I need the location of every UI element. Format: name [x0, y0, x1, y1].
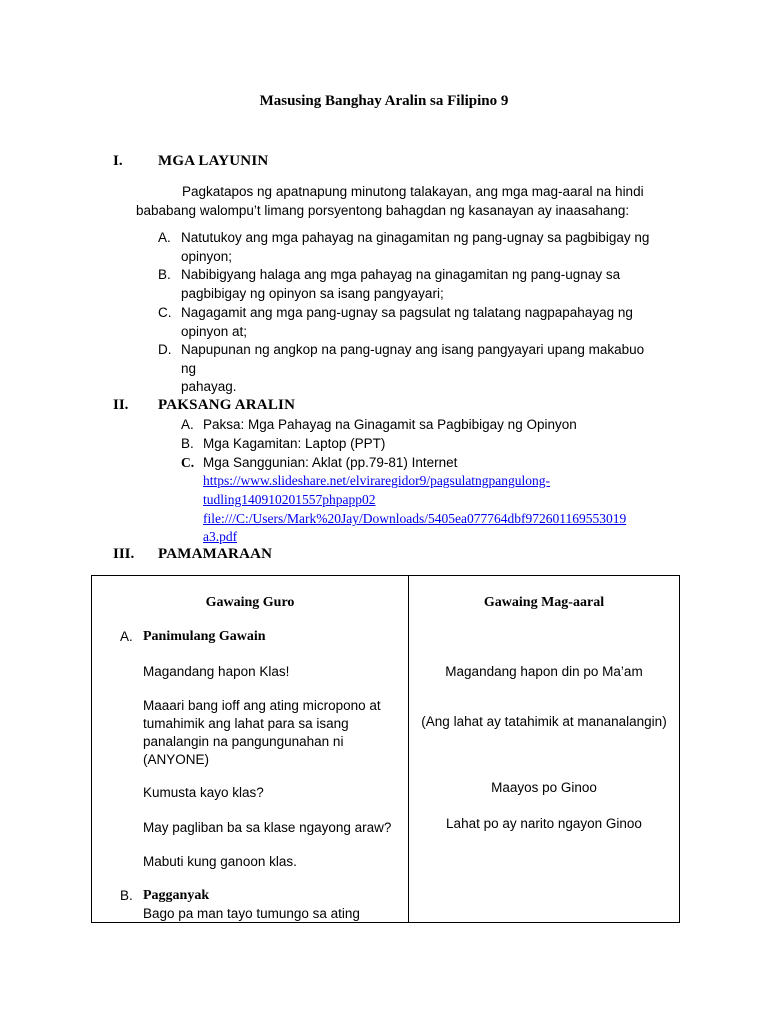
section-2-number: II. — [113, 397, 129, 413]
part-b-line: Bago pa man tayo tumungo sa ating — [143, 906, 360, 921]
teacher-column — [92, 576, 409, 923]
objectives-intro — [136, 182, 656, 220]
student-column-header: Gawaing Mag-aaral — [483, 595, 605, 610]
prayer-line: (ANYONE) — [143, 752, 210, 767]
teacher-mabuti: Mabuti kung ganoon klas. — [143, 854, 297, 869]
section-3-number: III. — [113, 546, 135, 562]
prayer-line: panalangin na pangungunahan ni — [143, 734, 344, 749]
student-prayer: (Ang lahat ay tatahimik at mananalangin) — [421, 714, 667, 729]
objective-line: Napupunan ng angkop na pang-ugnay ang isang pangyayari upang makabuo ng — [181, 342, 645, 376]
objective-line: pagbibigay ng opinyon sa isang pangyayari; — [181, 285, 444, 301]
teacher-greeting: Magandang hapon Klas! — [143, 664, 290, 679]
objective-letter: A. — [158, 230, 171, 245]
part-a-letter: A. — [120, 629, 133, 644]
section-1-heading: MGA LAYUNIN — [158, 153, 269, 169]
objective-line: Natutukoy ang mga pahayag na ginagamitan ng pang-ugnay sa pagbibigay ng — [181, 230, 650, 245]
item-letter: C. — [181, 455, 195, 470]
section-1-number: I. — [113, 153, 123, 169]
objective-letter: C. — [158, 305, 172, 320]
teacher-absent-question: May pagliban ba sa klase ngayong araw? — [143, 820, 392, 835]
student-lahat: Lahat po ay narito ngayon Ginoo — [446, 816, 642, 831]
objective-letter: B. — [158, 267, 171, 282]
objective-line: Nabibigyang halaga ang mga pahayag na ginagamitan ng pang-ugnay sa — [181, 267, 621, 282]
student-greeting: Magandang hapon din po Ma’am — [445, 664, 643, 679]
item-letter: A. — [181, 417, 194, 432]
section-3-heading: PAMAMARAAN — [158, 546, 273, 562]
part-b-letter: B. — [120, 888, 133, 903]
item-text: Mga Sanggunian: Aklat (pp.79-81) Internet — [203, 455, 458, 470]
teacher-kumusta: Kumusta kayo klas? — [143, 785, 264, 800]
objective-letter: D. — [158, 342, 172, 357]
reference-link-2-cont[interactable]: a3.pdf — [203, 529, 238, 544]
student-maayos: Maayos po Ginoo — [491, 780, 597, 795]
reference-link-1-cont[interactable]: tudling140910201557phpapp02 — [203, 492, 376, 507]
intro-line-1: Pagkatapos ng apatnapung minutong talakayan, ang mga mag-aaral na hindi — [182, 184, 644, 199]
teacher-prayer-request — [143, 697, 403, 769]
part-a-title: Panimulang Gawain — [143, 629, 266, 644]
procedure-table — [91, 575, 680, 923]
item-text: Mga Kagamitan: Laptop (PPT) — [203, 436, 386, 451]
reference-link-1[interactable]: https://www.slideshare.net/elviraregidor9/pagsulatngpangulong- — [203, 473, 551, 488]
item-text: Paksa: Mga Pahayag na Ginagamit sa Pagbibigay ng Opinyon — [203, 417, 577, 432]
intro-line-2: bababang walompu’t limang porsyentong bahagdan ng kasanayan ay inaasahang: — [136, 203, 630, 218]
objective-line: opinyon; — [181, 248, 233, 264]
reference-link-2[interactable]: file:///C:/Users/Mark%20Jay/Downloads/5405ea077764dbf972601169553019 — [203, 511, 627, 526]
section-2-heading: PAKSANG ARALIN — [158, 397, 296, 413]
prayer-line: tumahimik ang lahat para sa isang — [143, 716, 349, 731]
document-title: Masusing Banghay Aralin sa Filipino 9 — [259, 93, 509, 109]
student-column — [409, 576, 680, 923]
prayer-line: Maaari bang ioff ang ating micropono at — [143, 698, 381, 713]
item-letter: B. — [181, 436, 194, 451]
objective-line: Nagagamit ang mga pang-ugnay sa pagsulat ng talatang nagpapahayag ng — [181, 305, 633, 320]
teacher-column-header: Gawaing Guro — [205, 595, 295, 610]
part-b-title: Pagganyak — [143, 888, 210, 903]
objective-line: opinyon at; — [181, 323, 248, 339]
objective-line: pahayag. — [181, 379, 237, 394]
